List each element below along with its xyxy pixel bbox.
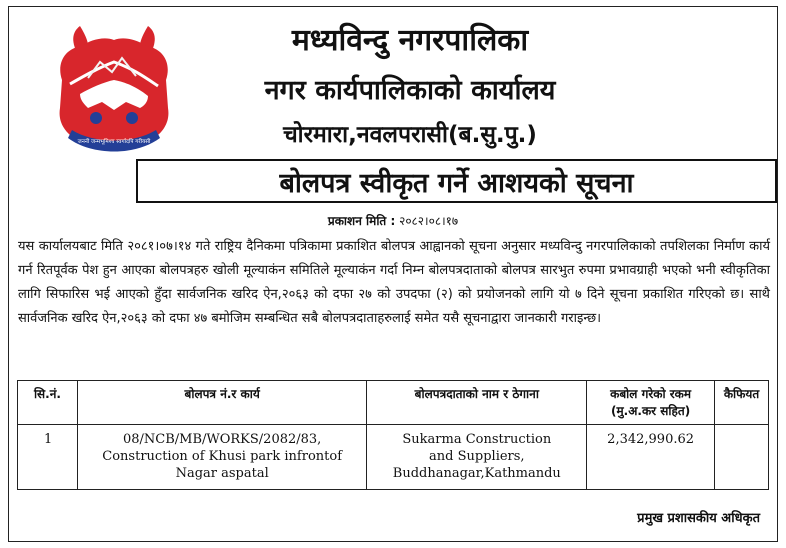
- col-header-work: बोलपत्र नं.र कार्य: [77, 381, 367, 425]
- cell-sn: 1: [18, 425, 78, 490]
- bidder-address: Buddhanagar,Kathmandu: [392, 466, 561, 481]
- col-header-amount-sub: (मु.अ.कर सहित): [611, 404, 691, 418]
- publication-date-label: प्रकाशन मिति :: [327, 214, 396, 228]
- col-header-sn: सि.नं.: [18, 381, 78, 425]
- col-header-remarks: कैफियत: [715, 381, 769, 425]
- tender-table: [17, 380, 769, 490]
- table-row: [18, 425, 769, 490]
- work-description: Construction of Khusi park infrontof: [102, 449, 343, 464]
- office-address: चोरमारा,नवलपरासी(ब.सु.पु.): [283, 122, 537, 148]
- cell-remarks: [715, 425, 769, 490]
- signatory-title: प्रमुख प्रशासकीय अधिकृत: [637, 511, 760, 526]
- work-contract-no: 08/NCB/MB/WORKS/2082/83,: [122, 432, 322, 447]
- municipality-name: मध्यविन्दु नगरपालिका: [291, 23, 529, 58]
- bidder-name: Sukarma Construction: [402, 432, 552, 447]
- nepal-emblem-icon: [44, 22, 184, 158]
- table-header-row: [18, 381, 769, 425]
- cell-bidder: [367, 425, 587, 490]
- work-description-cont: Nagar aspatal: [175, 466, 269, 481]
- publication-date-value: २०८२।०८।१७: [399, 214, 459, 228]
- office-name: नगर कार्यपालिकाको कार्यालय: [264, 75, 556, 106]
- publication-date-line: [0, 212, 786, 229]
- emblem-ribbon-text: जननी जन्मभूमिश्च स्वर्गादपि गरीयसी: [77, 139, 151, 145]
- notice-body: यस कार्यालयबाट मिति २०८१।०७।१४ गते राष्ट्रिय दैनिकमा पत्रिकामा प्रकाशित बोलपत्र आह्वानको सूचना अनुसार मध्यविन्दु नगरपालिकाको तपशिलका निर्माण कार्य गर्न रितपूर्वक पेश हुन आएका बोलपत्रहरु खोली मूल्याकंन समितिले मूल्याकंन गर्दा निम्न बोलपत्रदाताको बोलपत्र सारभुत रुपमा प्रभावग्राही भएको भनी स्वीकृतिका लागि सिफारिस भई आएको हुँदा सार्वजनिक खरिद ऐन,२०६३ को दफा २७ को उपदफा (२) को प्रयोजनको लागि यो ७ दिने सूचना प्रकाशित गरिएको छ। साथै सार्वजनिक खरिद ऐन,२०६३ को दफा ४७ बमोजिम सम्बन्धित सबै बोलपत्रदाताहरुलाई समेत यसै सूचनाद्वारा जानकारी गराइन्छ।: [18, 239, 770, 326]
- notice-title: [136, 159, 777, 203]
- col-header-amount-label: कबोल गरेको रकम: [610, 387, 692, 401]
- cell-work: [77, 425, 367, 490]
- notice-title-text: बोलपत्र स्वीकृत गर्ने आशयको सूचना: [279, 167, 634, 199]
- col-header-amount: [587, 381, 715, 425]
- col-header-bidder: बोलपत्रदाताको नाम र ठेगाना: [367, 381, 587, 425]
- bidder-name-cont: and Suppliers,: [429, 449, 525, 464]
- cell-amount: 2,342,990.62: [587, 425, 715, 490]
